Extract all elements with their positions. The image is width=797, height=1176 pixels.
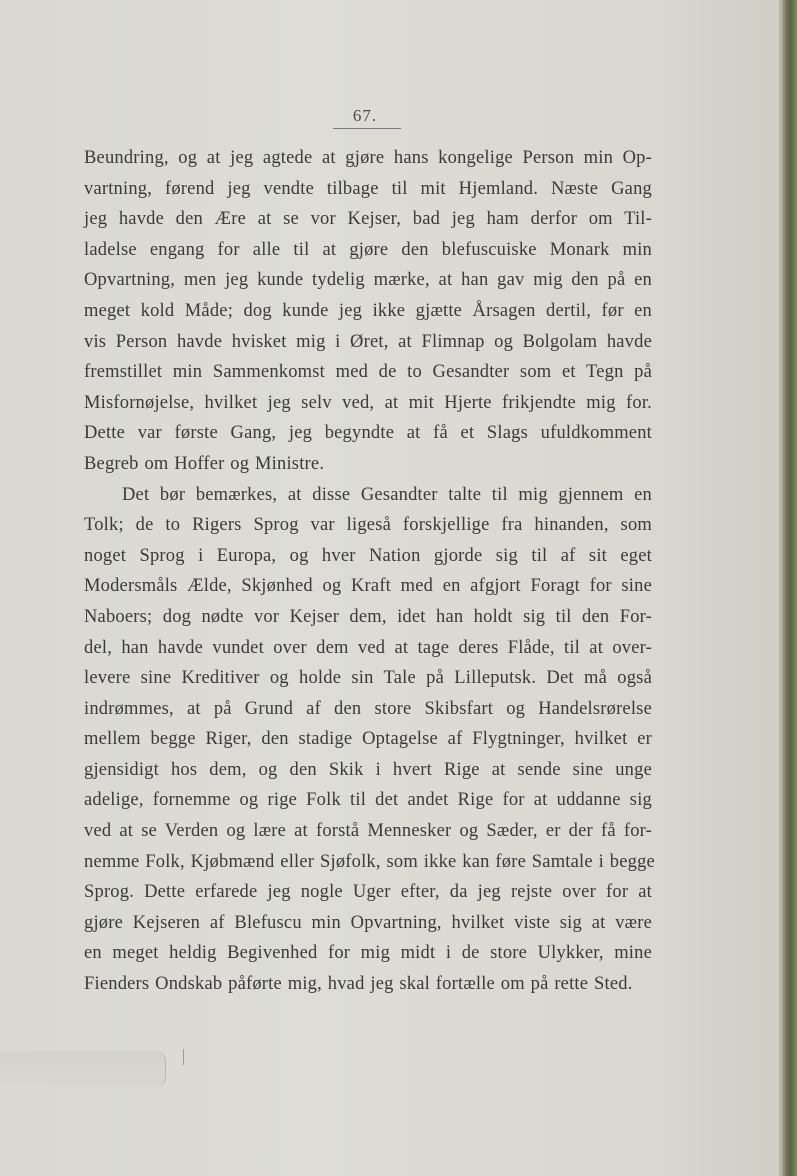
text-line: gjensidigt hos dem, og den Skik i hvert Rige at sende sine unge	[84, 759, 652, 780]
text-line: ved at se Verden og lære at forstå Mennesker og Sæder, er der få for-	[84, 821, 652, 842]
text-line: Begreb om Hoffer og Ministre.	[84, 453, 325, 474]
text-line: del, han havde vundet over dem ved at tage deres Flåde, til at over-	[84, 637, 652, 658]
text-line: gjøre Kejseren af Blefuscu min Opvartning, hvilket viste sig at være	[84, 912, 652, 933]
text-line: noget Sprog i Europa, og hver Nation gjorde sig til af sit eget	[84, 545, 652, 566]
text-line: vis Person havde hvisket mig i Øret, at Flimnap og Bolgolam havde	[84, 331, 652, 352]
paragraph	[84, 480, 655, 1000]
page-number: 67.	[352, 106, 378, 125]
paragraph	[84, 143, 652, 480]
text-line: indrømmes, at på Grund af den store Skibsfart og Handelsrørelse	[84, 698, 652, 719]
text-line: mellem begge Riger, den stadige Optagelse af Flygtninger, hvilket er	[84, 729, 652, 750]
library-stamp-strip	[0, 1051, 166, 1087]
text-line: Misfornøjelse, hvilket jeg selv ved, at mit Hjerte frikjendte mig for.	[84, 392, 652, 413]
text-line: nemme Folk, Kjøbmænd eller Sjøfolk, som ikke kan føre Samtale i begge	[84, 851, 655, 872]
text-line: Sprog. Dette erfarede jeg nogle Uger efter, da jeg rejste over for at	[84, 882, 652, 903]
text-line: fremstillet min Sammenkomst med de to Gesandter som et Tegn på	[84, 362, 652, 383]
text-line: meget kold Måde; dog kunde jeg ikke gjætte Årsagen dertil, før en	[84, 300, 652, 321]
page-number-rule	[333, 128, 401, 129]
text-line: Beundring, og at jeg agtede at gjøre hans kongelige Person min Op-	[84, 148, 652, 168]
text-line: Fienders Ondskab påførte mig, hvad jeg skal fortælle om på rette Sted.	[84, 974, 633, 995]
body-text	[84, 143, 655, 1000]
text-line: levere sine Kreditiver og holde sin Tale på Lilleputsk. Det må også	[84, 668, 652, 689]
text-line: Naboers; dog nødte vor Kejser dem, idet han holdt sig til den For-	[84, 606, 652, 627]
text-line: Dette var første Gang, jeg begyndte at få et Slags ufuldkomment	[84, 423, 652, 444]
text-line: Det bør bemærkes, at disse Gesandter talte til mig gjennem en	[122, 484, 652, 505]
text-line: ladelse engang for alle til at gjøre den blefuscuiske Monark min	[84, 239, 652, 260]
text-line: Tolk; de to Rigers Sprog var ligeså forskjellige fra hinanden, som	[84, 515, 652, 536]
text-line: Opvartning, men jeg kunde tydelig mærke, at han gav mig den på en	[84, 270, 652, 291]
text-line: adelige, fornemme og rige Folk til det andet Rige for at uddanne sig	[84, 790, 652, 811]
margin-mark	[183, 1049, 184, 1065]
text-line: Modersmåls Ælde, Skjønhed og Kraft med en afgjort Foragt for sine	[84, 576, 652, 597]
text-line: jeg havde den Ære at se vor Kejser, bad jeg ham derfor om Til-	[84, 209, 652, 230]
text-line: vartning, førend jeg vendte tilbage til mit Hjemland. Næste Gang	[84, 178, 652, 199]
text-line: en meget heldig Begivenhed for mig midt i de store Ulykker, mine	[84, 943, 652, 964]
book-binding	[782, 0, 797, 1176]
